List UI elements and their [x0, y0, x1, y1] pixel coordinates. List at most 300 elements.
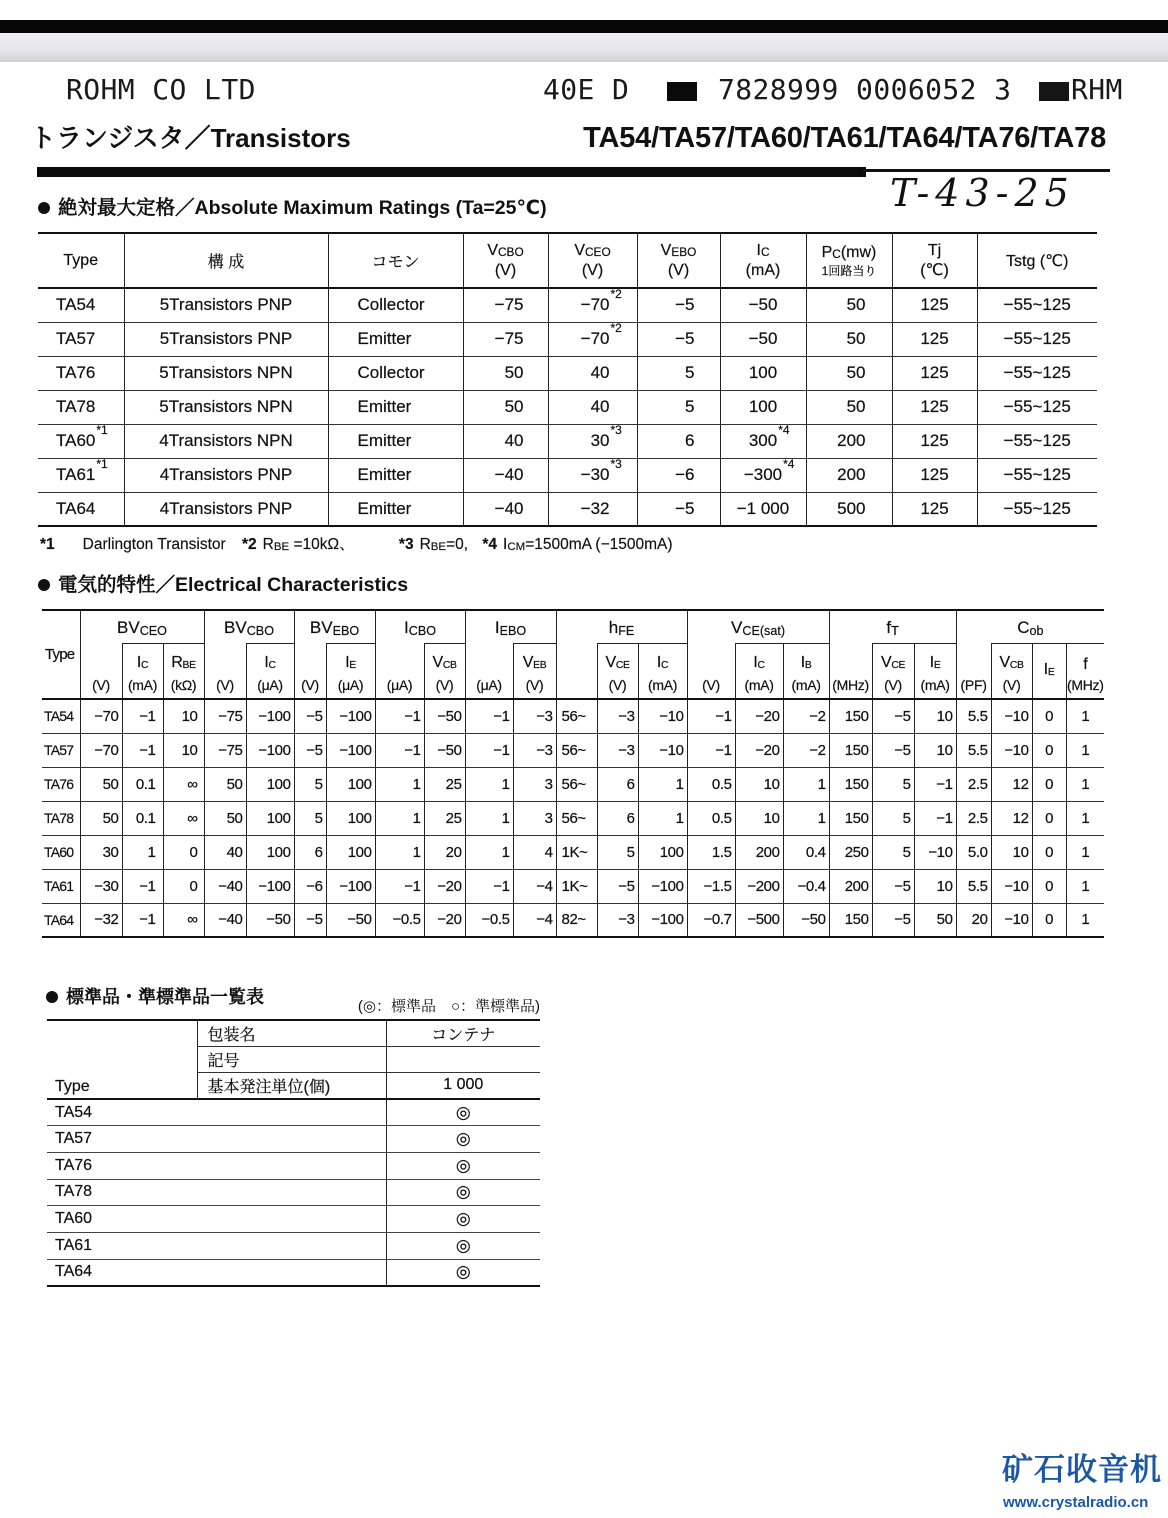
header-unit-line	[425, 675, 465, 695]
cell-cob-ie	[1032, 767, 1066, 801]
cell-common	[328, 492, 463, 526]
cell-tj	[892, 288, 977, 322]
cell-cob-ie	[1032, 903, 1066, 937]
cell-wrapper	[675, 499, 694, 519]
cell-value: −5	[306, 741, 323, 759]
footnotes	[40, 535, 685, 556]
cell-type	[38, 322, 124, 356]
header-symbol	[807, 243, 892, 263]
cell-iebo	[465, 835, 513, 869]
footnote-symbol: I	[503, 536, 508, 553]
scan-top-border	[0, 20, 1168, 33]
double-circle-icon: ◎	[455, 1235, 471, 1255]
cell-value: −1	[936, 809, 953, 827]
header-subscript: E	[933, 660, 941, 672]
cell-value: Emitter	[357, 498, 412, 518]
header-symbol	[425, 652, 465, 675]
header-pc	[806, 233, 892, 288]
cell-value: −1	[936, 775, 953, 793]
cell-bvceo	[80, 869, 122, 903]
header-vebo	[637, 233, 720, 288]
header-unit-line	[893, 261, 977, 281]
cell-cob-vcb	[991, 699, 1032, 733]
bullet-icon	[38, 579, 50, 591]
header-group-row	[42, 610, 1104, 643]
cell-value: −6	[675, 465, 695, 484]
cell-common	[328, 288, 463, 322]
cell-icbo-vcb	[424, 903, 465, 937]
cell-value: 1	[412, 809, 421, 827]
header-subscript: CE(sat)	[742, 623, 786, 638]
section-heading-electrical	[38, 572, 408, 598]
header-unit: (V)	[608, 677, 627, 693]
cell-value: TA57	[44, 742, 74, 758]
header-unit: (μA)	[476, 677, 502, 693]
cell-value: −5	[894, 911, 911, 929]
cell-value: −3	[536, 741, 553, 759]
cell-vcbo	[463, 356, 548, 390]
header-hfe-0	[556, 643, 597, 699]
cell-bvebo-ie	[326, 733, 375, 767]
double-circle-icon: ◎	[455, 1129, 471, 1149]
cell-wrapper	[56, 329, 95, 349]
header-label: Type	[45, 646, 75, 663]
header-bvcbo-0	[204, 643, 246, 699]
cell-bvceo-ic	[122, 699, 163, 733]
cell-hfe-vce	[597, 699, 638, 733]
header-unit: 1回路当り	[821, 263, 877, 278]
cell-value: −1	[139, 911, 156, 929]
cell-tstg	[977, 424, 1097, 458]
cell-wrapper	[1004, 329, 1071, 349]
cell-ic	[720, 492, 806, 526]
doc-code-prefix: 40E D	[543, 73, 630, 106]
cell-value: TA54	[56, 295, 96, 315]
header-symbol	[639, 652, 687, 675]
header-bvebo-1	[326, 643, 375, 699]
section-heading-standard-products	[46, 984, 264, 1010]
cell-bvebo	[294, 903, 326, 937]
cell-value: −70	[94, 741, 119, 759]
cell-value: TA60	[55, 1210, 93, 1228]
cell-bvceo-ic	[122, 903, 163, 937]
cell-value: 5Transistors NPN	[159, 397, 293, 416]
cell-tstg	[977, 288, 1097, 322]
cell-ft-vce	[872, 699, 914, 733]
cell-value: 2.5	[967, 809, 988, 827]
cell-value: −1	[493, 877, 510, 895]
cell-value: 150	[844, 741, 869, 759]
cell-cob-ie	[1032, 835, 1066, 869]
cell-icbo-vcb	[424, 801, 465, 835]
header-unit-line	[466, 675, 513, 695]
header-symbol	[1067, 654, 1105, 675]
cell-value: 0	[1045, 707, 1054, 725]
cell-value: 200	[837, 465, 866, 484]
cell-vcesat	[687, 903, 735, 937]
cell-ic	[720, 458, 806, 492]
cell-vcesat-ic	[735, 869, 783, 903]
cell-ft-vce	[872, 869, 914, 903]
header-main: V	[487, 241, 499, 259]
cell-icbo	[375, 767, 424, 801]
cell-wrapper	[56, 295, 95, 315]
cell-cob-vcb	[991, 903, 1032, 937]
header-unit-line	[873, 675, 914, 695]
cell-value: −100	[339, 707, 372, 725]
header-extra: (mw)	[840, 243, 877, 261]
cell-value: 1	[1081, 707, 1090, 725]
header-subscript: C	[760, 244, 770, 259]
header-cob-0	[956, 643, 991, 699]
cell-value: −70	[580, 329, 610, 348]
cell-value: −1 000	[736, 498, 790, 518]
cell-bvcbo-ic	[246, 869, 294, 903]
header-unit: (V)	[702, 677, 720, 693]
header-main: I	[1043, 661, 1048, 679]
cell-value: 125	[920, 465, 949, 484]
cell-value: TA78	[56, 397, 96, 416]
cell-hfe	[556, 869, 597, 903]
header-symbol	[247, 652, 294, 675]
footnote-text: Darlington Transistor	[82, 536, 226, 553]
header-main: I	[800, 654, 805, 671]
cell-vcesat-ib	[783, 801, 829, 835]
cell-value: −0.5	[392, 911, 421, 929]
cell-vcesat	[687, 699, 735, 733]
header-main: V	[605, 654, 616, 671]
cell-tj	[892, 492, 977, 526]
cell-value: −10	[659, 741, 684, 759]
double-circle-icon: ◎	[455, 1102, 471, 1122]
cell-vceo	[548, 458, 637, 492]
header-unit: (MHz)	[832, 677, 869, 693]
cell-value: 10	[181, 741, 198, 759]
cell-value: TA61	[56, 465, 96, 484]
header-subscript: CB	[442, 660, 457, 672]
cell-cob-f	[1066, 733, 1104, 767]
cell-value: −30	[580, 465, 610, 484]
header-main: P	[821, 243, 833, 261]
cell-value: 56~	[561, 741, 586, 759]
header-subscript: C	[661, 660, 669, 672]
cell-value: 1.5	[711, 843, 732, 861]
cell-ft	[829, 733, 872, 767]
header-main: I	[929, 654, 934, 671]
cell-iebo-veb	[513, 801, 556, 835]
header-unit: (PF)	[960, 677, 987, 693]
cell-value: 100	[266, 775, 291, 793]
header-main: V	[999, 654, 1010, 671]
cell-container-mark	[386, 1126, 540, 1153]
cell-type	[42, 733, 80, 767]
header-symbol	[514, 652, 556, 675]
cell-bvcbo	[204, 801, 246, 835]
cell-value: −1	[139, 707, 156, 725]
cell-value: 5	[902, 775, 911, 793]
cell-bvceo-ic	[122, 733, 163, 767]
double-circle-icon: ◎	[455, 1262, 471, 1282]
cell-bvceo-rbe	[163, 903, 204, 937]
cell-cob-vcb	[991, 733, 1032, 767]
cell-value: 200	[837, 431, 866, 450]
double-circle-icon: ◎	[455, 1209, 471, 1229]
cell-value: −5	[675, 329, 695, 348]
cell-container-mark	[386, 1179, 540, 1206]
cell-bvceo-ic	[122, 835, 163, 869]
table-row	[38, 288, 1097, 322]
cell-pc	[806, 492, 892, 526]
footnote-mark: *2	[241, 536, 257, 553]
cell-value: 10	[1012, 843, 1029, 861]
header-bvebo-0	[294, 643, 326, 699]
cell-icbo-vcb	[424, 869, 465, 903]
cell-value: 10	[763, 809, 780, 827]
cell-value: 5.5	[967, 741, 988, 759]
footnote-reference: *3	[610, 457, 622, 471]
header-subscript: FE	[618, 623, 635, 638]
cell-value: 5	[685, 363, 695, 382]
cell-bvceo	[80, 733, 122, 767]
cell-value: −40	[494, 498, 524, 518]
header-unit: (V)	[301, 677, 319, 693]
cell-wrapper	[749, 295, 778, 315]
cell-value: TA54	[44, 708, 74, 725]
bullet-icon	[46, 991, 58, 1003]
cell-wrapper	[159, 397, 293, 417]
cell-value: 10	[181, 707, 198, 725]
company-name: ROHM CO LTD	[66, 73, 256, 106]
header-bvcbo-1	[246, 643, 294, 699]
cell-value: −55~125	[1003, 295, 1071, 315]
header-hfe-2	[638, 643, 687, 699]
symbol-value	[386, 1046, 540, 1072]
header-symbol	[549, 241, 637, 261]
cell-wrapper	[920, 499, 948, 519]
cell-value: 100	[748, 363, 778, 382]
header-tj	[892, 233, 977, 288]
cell-value: −55~125	[1003, 431, 1071, 450]
cell-cob	[956, 869, 991, 903]
header-unit: (V)	[435, 677, 454, 693]
header-unit: (V)	[667, 261, 690, 279]
cell-value: TA78	[55, 1183, 93, 1201]
cell-vcbo	[463, 458, 548, 492]
cell-value: 0.1	[135, 809, 156, 827]
cell-value: TA76	[55, 1156, 93, 1174]
header-main: f	[886, 618, 892, 638]
cell-value: −20	[755, 741, 780, 759]
cell-value: 4	[544, 843, 553, 861]
cell-wrapper	[685, 397, 694, 417]
cell-value: 1	[1081, 741, 1090, 759]
doc-code-number: 7828999 0006052 3	[718, 73, 1012, 106]
header-ft-0	[829, 643, 872, 699]
cell-configuration	[124, 288, 328, 322]
cell-value: 5	[314, 775, 323, 793]
cell-configuration	[124, 458, 328, 492]
cell-value: −20	[755, 707, 780, 725]
cell-cob-f	[1066, 699, 1104, 733]
cell-bvebo	[294, 699, 326, 733]
cell-value: 150	[844, 911, 869, 929]
cell-value: −1	[715, 707, 732, 725]
header-label: 構 成	[207, 254, 245, 271]
cell-value: −200	[747, 877, 780, 895]
cell-wrapper	[505, 363, 524, 383]
header-subscript: CEO	[585, 244, 611, 259]
cell-value: 1	[1081, 843, 1090, 861]
cell-iebo	[465, 801, 513, 835]
cell-wrapper	[685, 363, 694, 383]
header-label: 基本発注単位(個)	[207, 1078, 331, 1096]
cell-bvebo-ie	[326, 869, 375, 903]
cell-type	[38, 424, 124, 458]
cell-bvceo	[80, 801, 122, 835]
header-symbol	[164, 652, 204, 675]
header-bvceo-0	[80, 643, 122, 699]
header-subscript: C	[268, 660, 276, 672]
footnote-symbol: R	[419, 536, 431, 553]
cell-value: ∞	[187, 775, 198, 793]
table-row	[38, 458, 1097, 492]
header-main: I	[756, 241, 761, 259]
header-row	[47, 1020, 540, 1046]
header-unit-line	[598, 675, 638, 695]
cell-wrapper	[920, 465, 948, 485]
cell-wrapper	[1004, 431, 1071, 451]
header-subscript: B	[804, 660, 812, 672]
cell-value: −100	[339, 877, 372, 895]
cell-value: −5	[894, 707, 911, 725]
header-unit-line	[915, 675, 956, 695]
cell-value: 5Transistors PNP	[159, 329, 293, 348]
cell-wrapper	[920, 295, 948, 315]
header-unit-line	[464, 261, 548, 281]
cell-value: 0.5	[711, 775, 732, 793]
cell-value: Emitter	[357, 465, 412, 484]
cell-value: TA60	[56, 431, 96, 450]
cell-bvcbo	[204, 835, 246, 869]
cell-iebo	[465, 903, 513, 937]
cell-value: −0.5	[481, 911, 510, 929]
cell-value: −50	[801, 911, 826, 929]
cell-bvebo	[294, 801, 326, 835]
cell-pc	[806, 390, 892, 424]
cell-vcesat-ib	[783, 869, 829, 903]
cell-value: −100	[258, 707, 291, 725]
cell-icbo-vcb	[424, 835, 465, 869]
cell-type	[38, 492, 124, 526]
cell-wrapper	[591, 363, 610, 383]
header-subscript: C	[757, 660, 765, 672]
header-main: V	[731, 618, 743, 638]
cell-wrapper	[847, 397, 866, 417]
cell-value: −0.7	[703, 911, 732, 929]
cell-hfe	[556, 767, 597, 801]
cell-value: 12	[1012, 809, 1029, 827]
header-group-bvebo	[294, 610, 375, 643]
header-cob-1	[991, 643, 1032, 699]
cell-common	[328, 322, 463, 356]
cell-bvcbo-ic	[246, 767, 294, 801]
cell-value: 50	[102, 809, 119, 827]
cell-value: −55~125	[1003, 363, 1071, 382]
header-unit: (kΩ)	[170, 677, 197, 693]
cell-value: 1	[1081, 877, 1090, 895]
cell-bvebo-ie	[326, 801, 375, 835]
cell-hfe-vce	[597, 767, 638, 801]
cell-cob	[956, 801, 991, 835]
cell-value: −10	[1004, 741, 1029, 759]
header-vcesat-0	[687, 643, 735, 699]
header-group-cob	[956, 610, 1104, 643]
cell-value: −4	[536, 911, 553, 929]
header-ic	[720, 233, 806, 288]
cell-value: −5	[894, 877, 911, 895]
header-symbol	[638, 241, 720, 261]
cell-tstg	[977, 356, 1097, 390]
cell-cob-f	[1066, 767, 1104, 801]
cell-cob-ie	[1032, 733, 1066, 767]
header-unit-line	[830, 675, 872, 695]
cell-value: −50	[347, 911, 372, 929]
cell-pc	[806, 288, 892, 322]
cell-type	[42, 835, 80, 869]
header-unit-line	[327, 675, 375, 695]
section-title: 電気的特性／Electrical Characteristics	[58, 574, 409, 596]
header-iebo-0	[465, 643, 513, 699]
cell-tj	[892, 424, 977, 458]
cell-pc	[806, 458, 892, 492]
cell-wrapper	[160, 465, 293, 485]
cell-wrapper	[675, 329, 694, 349]
cell-vebo	[637, 492, 720, 526]
header-main: C	[1017, 618, 1030, 638]
model-list: TA54/TA57/TA60/TA61/TA64/TA76/TA78	[583, 122, 1106, 154]
cell-value: −20	[437, 877, 462, 895]
cell-wrapper	[920, 329, 948, 349]
scan-gray-band	[0, 33, 1168, 62]
cell-value: 100	[266, 843, 291, 861]
cell-type	[47, 1179, 386, 1206]
cell-type	[47, 1259, 386, 1286]
cell-value: 125	[920, 397, 949, 416]
table-row	[42, 801, 1104, 835]
cell-wrapper	[675, 295, 694, 315]
cell-value: −1	[493, 741, 510, 759]
header-unit: (mA)	[791, 677, 821, 693]
cell-value: 5.5	[967, 877, 988, 895]
header-unit: (V)	[525, 677, 544, 693]
cell-value: −5	[306, 707, 323, 725]
header-symbol	[784, 652, 829, 675]
header-symbol	[1033, 659, 1066, 682]
cell-value: −1	[404, 877, 421, 895]
cell-ic	[720, 356, 806, 390]
cell-bvcbo-ic	[246, 903, 294, 937]
cell-value: 1	[501, 775, 510, 793]
cell-value: 25	[445, 809, 462, 827]
cell-wrapper	[358, 397, 412, 417]
header-subscript: E	[1047, 667, 1055, 679]
cell-value: 5	[902, 809, 911, 827]
cell-value: −1	[139, 741, 156, 759]
cell-value: 6	[685, 431, 695, 450]
cell-value: 40	[504, 431, 524, 450]
header-unit: (MHz)	[1067, 677, 1104, 693]
cell-value: 40	[590, 397, 610, 416]
